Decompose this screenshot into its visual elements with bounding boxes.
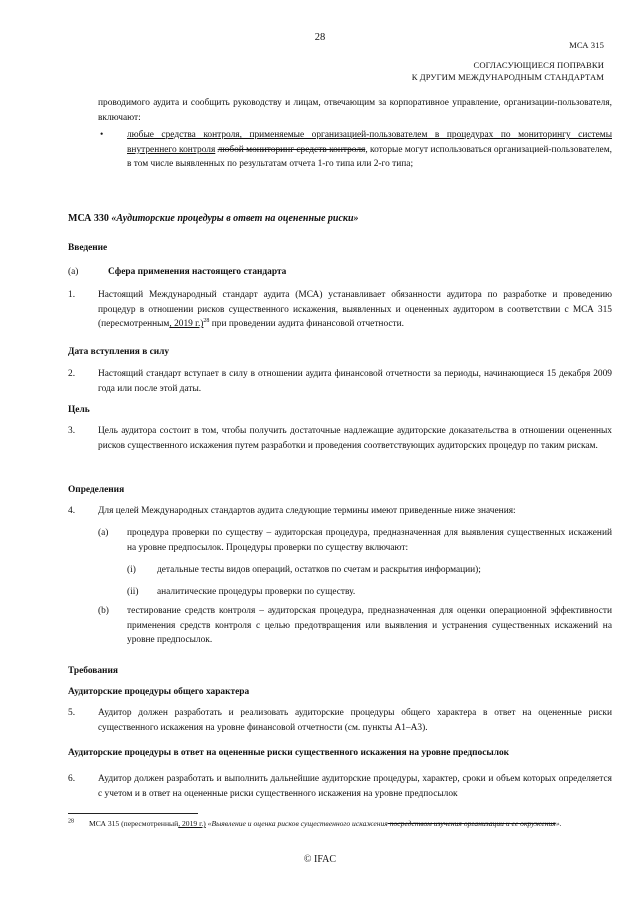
scope-heading: Сфера применения настоящего стандарта [108, 267, 287, 277]
para-number-5: 5. [68, 708, 76, 718]
paragraph-4: Для целей Международных стандартов аудита следующие термины имеют приведенные ниже значения: [98, 506, 516, 516]
para-number-2: 2. [68, 369, 76, 379]
footnote-italic: «Выявление и оценка рисков существенного искажения [205, 819, 388, 828]
para-number-6: 6. [68, 774, 76, 784]
def-ii-marker: (ii) [127, 587, 139, 597]
page-number: 28 [314, 32, 326, 43]
p1-underlined: , 2019 г.) [169, 319, 204, 330]
standard-code: МСА 330 [68, 213, 109, 224]
section-heading-requirements: Требования [68, 666, 118, 676]
bullet-underlined-text: любые средства контроля, применяемые организацией-пользователем в процедурах по мониторингу системы внутреннего контроля [127, 130, 612, 155]
p1-text-a: Настоящий Международный стандарт аудита (МСА) устанавливает обязанности аудитора по разработке и проведению процедур в отношении рисков существенного искажения, выявленных и оцененных аудитором в соответствии с МСА 315 (пересмотренным [98, 290, 612, 330]
scope-marker: (a) [68, 267, 79, 277]
footer-copyright: © IFAC [303, 854, 337, 865]
paragraph-6: Аудитор должен разработать и выполнить дальнейшие аудиторские процедуры, характер, сроки и объем которых определяется с учетом и в ответ на оцененные риски существенного искажения на уровне предпосылок [98, 774, 612, 799]
footnote-number [68, 818, 74, 830]
def-a-text: процедура проверки по существу – аудиторская процедура, предназначенная для выявления существенных искажений на уровне предпосылок. Процедуры проверки по существу включают: [127, 528, 612, 553]
p1-text-b: при проведении аудита финансовой отчетности. [209, 319, 404, 330]
bullet-rest-text: , которые могут использоваться организацией-пользователем, в том числе выявленных по результатам отчета 1-го типа или 2-го типа; [127, 144, 612, 170]
doc-code: МСА 315 [569, 40, 604, 50]
bullet-item [127, 128, 612, 172]
footnote-ref-28: 28 [203, 318, 210, 325]
paragraph-3: Цель аудитора состоит в том, чтобы получить достаточные надлежащие аудиторские доказательства в отношении оцененных рисков существенного искажения путем разработки и проведения соответствующих аудиторских процедур по таким рискам. [98, 426, 612, 451]
para-number-3: 3. [68, 426, 76, 436]
def-ii-text: аналитические процедуры проверки по существу. [157, 587, 356, 597]
def-i-marker: (i) [127, 565, 136, 575]
bullet-struck-text: любой мониторинг средств контроля [217, 144, 366, 155]
footnote-text [89, 818, 589, 830]
standard-title [68, 211, 359, 227]
para-number-4: 4. [68, 506, 76, 516]
footnote-struck: посредством изучения организации и ее окружения [387, 819, 556, 828]
section-heading-intro: Введение [68, 243, 108, 253]
def-a-marker: (a) [98, 528, 109, 538]
footnote-separator [68, 813, 198, 814]
para-number-1: 1. [68, 290, 76, 300]
paragraph-5: Аудитор должен разработать и реализовать аудиторские процедуры общего характера в ответ на оцененные риски существенного искажения на уровне финансовой отчетности (см. пункты А1–А3). [98, 708, 612, 733]
footnote-underlined: , 2019 г.) [178, 819, 206, 828]
def-i-text: детальные тесты видов операций, остатков по счетам и раскрытия информации); [157, 565, 481, 575]
section-heading-definitions: Определения [68, 485, 125, 495]
section-heading-effective: Дата вступления в силу [68, 347, 170, 357]
intro-paragraph: проводимого аудита и сообщить руководству и лицам, отвечающим за корпоративное управление, организации-пользователя, включают: [98, 98, 612, 123]
section-heading-objective: Цель [68, 405, 90, 415]
def-b-marker: (b) [98, 606, 109, 616]
paragraph-2: Настоящий стандарт вступает в силу в отношении аудита финансовой отчетности за периоды, начинающиеся 15 декабря 2009 года или после этой даты. [98, 369, 612, 394]
subheading-general: Аудиторские процедуры общего характера [68, 687, 250, 697]
standard-name: «Аудиторские процедуры в ответ на оцененные риски» [111, 213, 359, 224]
def-b-text: тестирование средств контроля – аудиторская процедура, предназначенная для оценки операционной эффективности применения средств контроля с целью предотвращения или выявления и устранения существенных искажений на уровне предпосылок. [127, 606, 612, 646]
header-line-1: СОГЛАСУЮЩИЕСЯ ПОПРАВКИ [473, 60, 604, 70]
paragraph-1 [98, 288, 612, 332]
bullet-icon: • [100, 130, 104, 140]
footnote-marker: 28 [68, 818, 74, 825]
footnote-end: ». [555, 819, 562, 828]
subheading-assertion: Аудиторские процедуры в ответ на оцененные риски существенного искажения на уровне предпосылок [68, 748, 510, 758]
footnote-text-a: МСА 315 (пересмотренный [89, 819, 179, 828]
header-line-2: К ДРУГИМ МЕЖДУНАРОДНЫМ СТАНДАРТАМ [411, 72, 604, 82]
